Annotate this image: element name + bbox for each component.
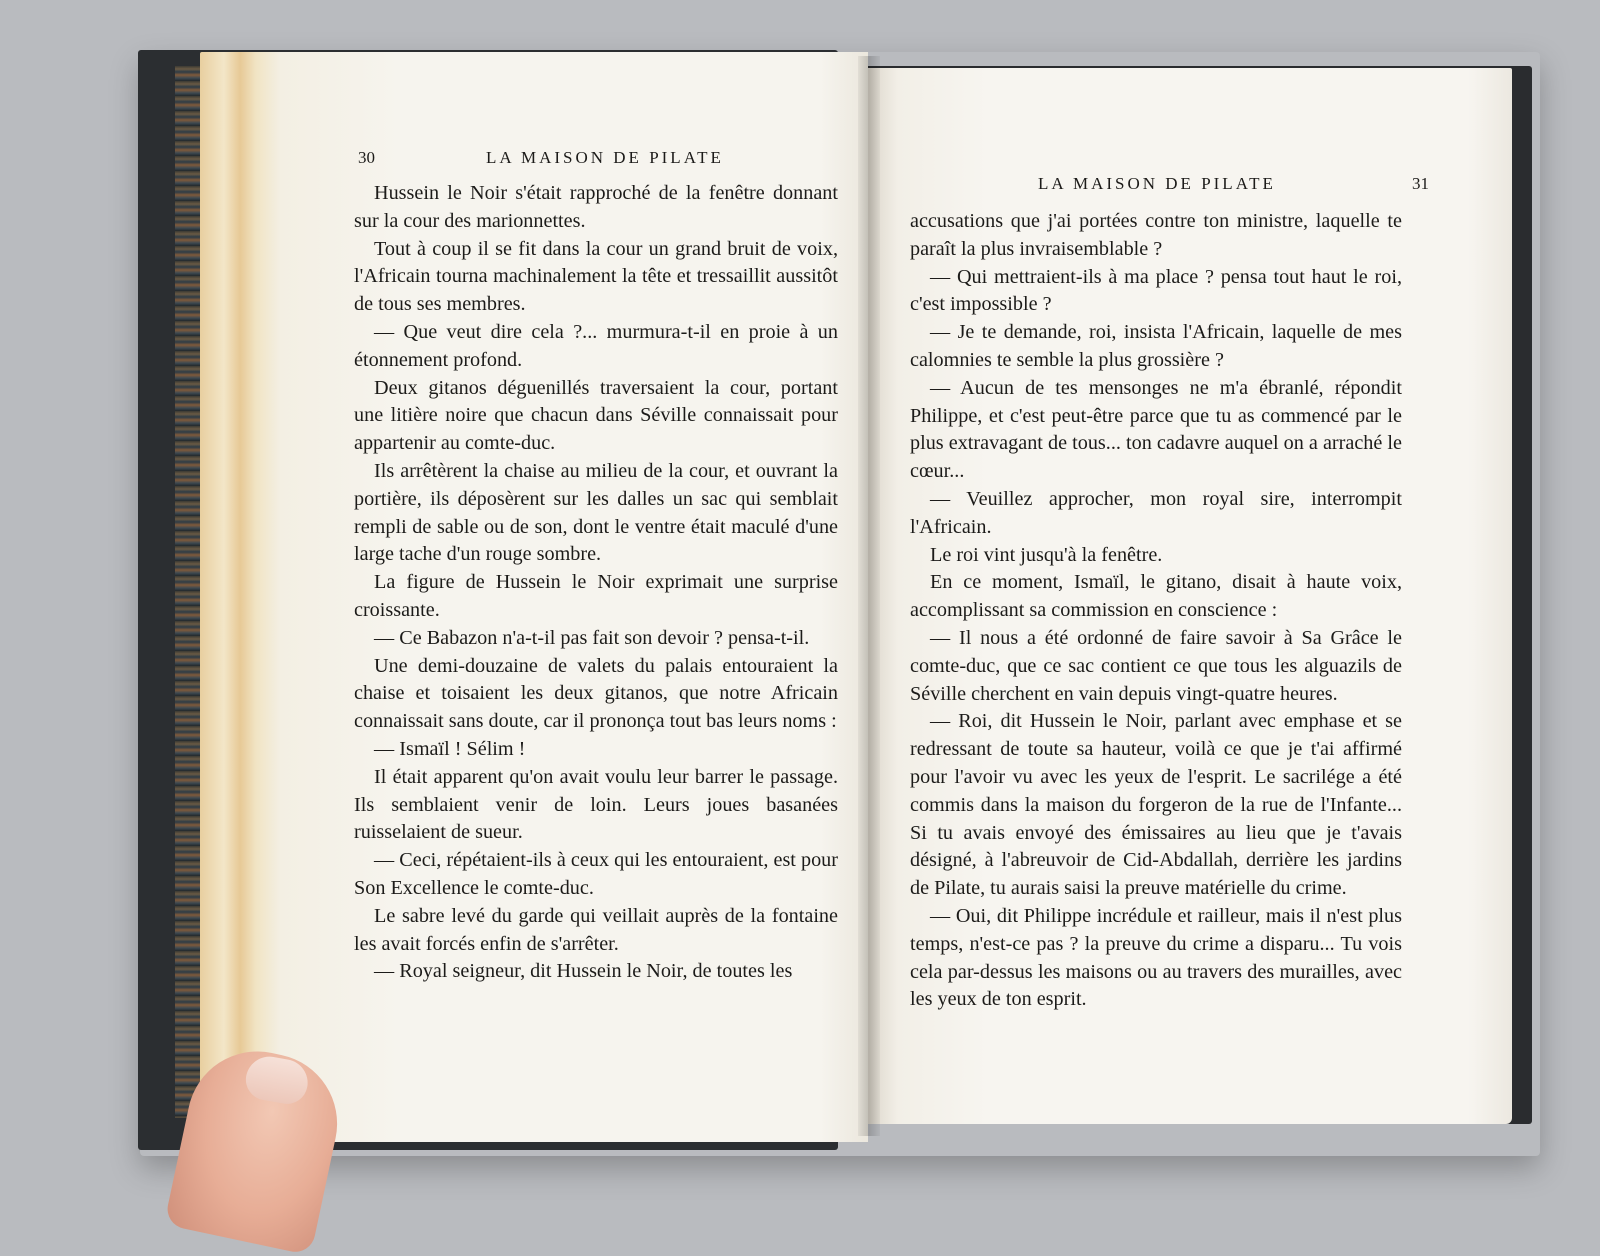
paragraph: Une demi-douzaine de valets du palais entouraient la chaise et toisaient les deux gitanos, que notre Africain connaissait sans doute, car il prononça tout bas leurs noms : — [354, 654, 838, 733]
right-page-text — [910, 208, 1402, 1014]
paragraph: Le sabre levé du garde qui veillait auprès de la fontaine les avait forcés enfin de s'arrêter. — [354, 904, 838, 955]
paragraph: — Royal seigneur, dit Hussein le Noir, de toutes les — [374, 960, 793, 983]
running-head-left: LA MAISON DE PILATE — [486, 148, 724, 167]
paragraph: — Ismaïl ! Sélim ! — [374, 737, 526, 760]
paragraph: La figure de Hussein le Noir exprimait une surprise croissante. — [354, 571, 838, 621]
paragraph: — Il nous a été ordonné de faire savoir à Sa Grâce le comte-duc, que ce sac contient ce que tous les alguazils de Séville cherchent en vain depuis vingt-quatre heures. — [910, 626, 1402, 705]
paragraph: Le roi vint jusqu'à la fenêtre. — [930, 543, 1163, 566]
page-number-right: 31 — [1412, 174, 1429, 193]
paragraph: — Oui, dit Philippe incrédule et railleur, mais il n'est plus temps, n'est-ce pas ? la preuve du crime a disparu... Tu vois cela par-dessus les maisons ou au travers des murailles, avec les yeux de ton esprit. — [910, 904, 1402, 1011]
paragraph: Ils arrêtèrent la chaise au milieu de la cour, et ouvrant la portière, ils déposèrent sur les dalles un sac qui semblait rempli de sable ou de son, dont le ventre était maculé d'une large tache d'un rouge sombre. — [354, 459, 838, 566]
paragraph: — Roi, dit Hussein le Noir, parlant avec emphase et se redressant de toute sa hauteur, voilà ce que je t'ai affirmé pour l'avoir vu avec les yeux de l'esprit. Le sacrilége a été commis dans la maison du forgeron de la rue de l'Infante... Si tu avais envoyé des émissaires au lieu que je t'avais désigné, à l'abreuvoir de Cid-Abdallah, derrière les jardins de Pilate, tu aurais saisi la preuve matérielle du crime. — [910, 710, 1402, 900]
paragraph: Il était apparent qu'on avait voulu leur barrer le passage. Ils semblaient venir de loin. Leurs joues basanées ruisselaient de sueur. — [354, 765, 838, 844]
book-gutter — [858, 56, 880, 1136]
paragraph: Tout à coup il se fit dans la cour un grand bruit de voix, l'Africain tourna machinalement la tête et tressaillit aussitôt de tous ses membres. — [354, 237, 838, 316]
left-page — [200, 52, 868, 1142]
paragraph: Hussein le Noir s'était rapproché de la fenêtre donnant sur la cour des marionnettes. — [354, 182, 838, 232]
paragraph: — Que veut dire cela ?... murmura-t-il en proie à un étonnement profond. — [354, 320, 838, 371]
paragraph: — Ce Babazon n'a-t-il pas fait son devoir ? pensa-t-il. — [374, 626, 810, 649]
page-number-left: 30 — [358, 148, 375, 167]
paragraph: — Je te demande, roi, insista l'Africain, laquelle de mes calomnies te semble la plus grossière ? — [910, 321, 1402, 371]
marbled-endpaper-edge — [175, 66, 201, 1118]
paragraph: — Aucun de tes mensonges ne m'a ébranlé, répondit Philippe, et c'est peut-être parce que tu as commencé par le plus extravagant de tous... ton cadavre auquel on a arraché le cœur... — [910, 376, 1402, 483]
paragraph: En ce moment, Ismaïl, le gitano, disait à haute voix, accomplissant sa commission en conscience : — [910, 571, 1402, 622]
running-head-right: LA MAISON DE PILATE — [1038, 174, 1276, 193]
paragraph: — Ceci, répétaient-ils à ceux qui les entouraient, est pour Son Excellence le comte-duc. — [354, 849, 838, 899]
paragraph: — Veuillez approcher, mon royal sire, interrompit l'Africain. — [910, 487, 1402, 538]
paragraph: — Qui mettraient-ils à ma place ? pensa tout haut le roi, c'est impossible ? — [910, 265, 1402, 316]
right-page — [868, 68, 1512, 1124]
left-page-text — [354, 180, 838, 986]
paragraph: accusations que j'ai portées contre ton ministre, laquelle te paraît la plus invraisemblable ? — [910, 210, 1402, 260]
paragraph: Deux gitanos déguenillés traversaient la cour, portant une litière noire que chacun dans Séville connaissait pour appartenir au comte-duc. — [354, 376, 838, 455]
